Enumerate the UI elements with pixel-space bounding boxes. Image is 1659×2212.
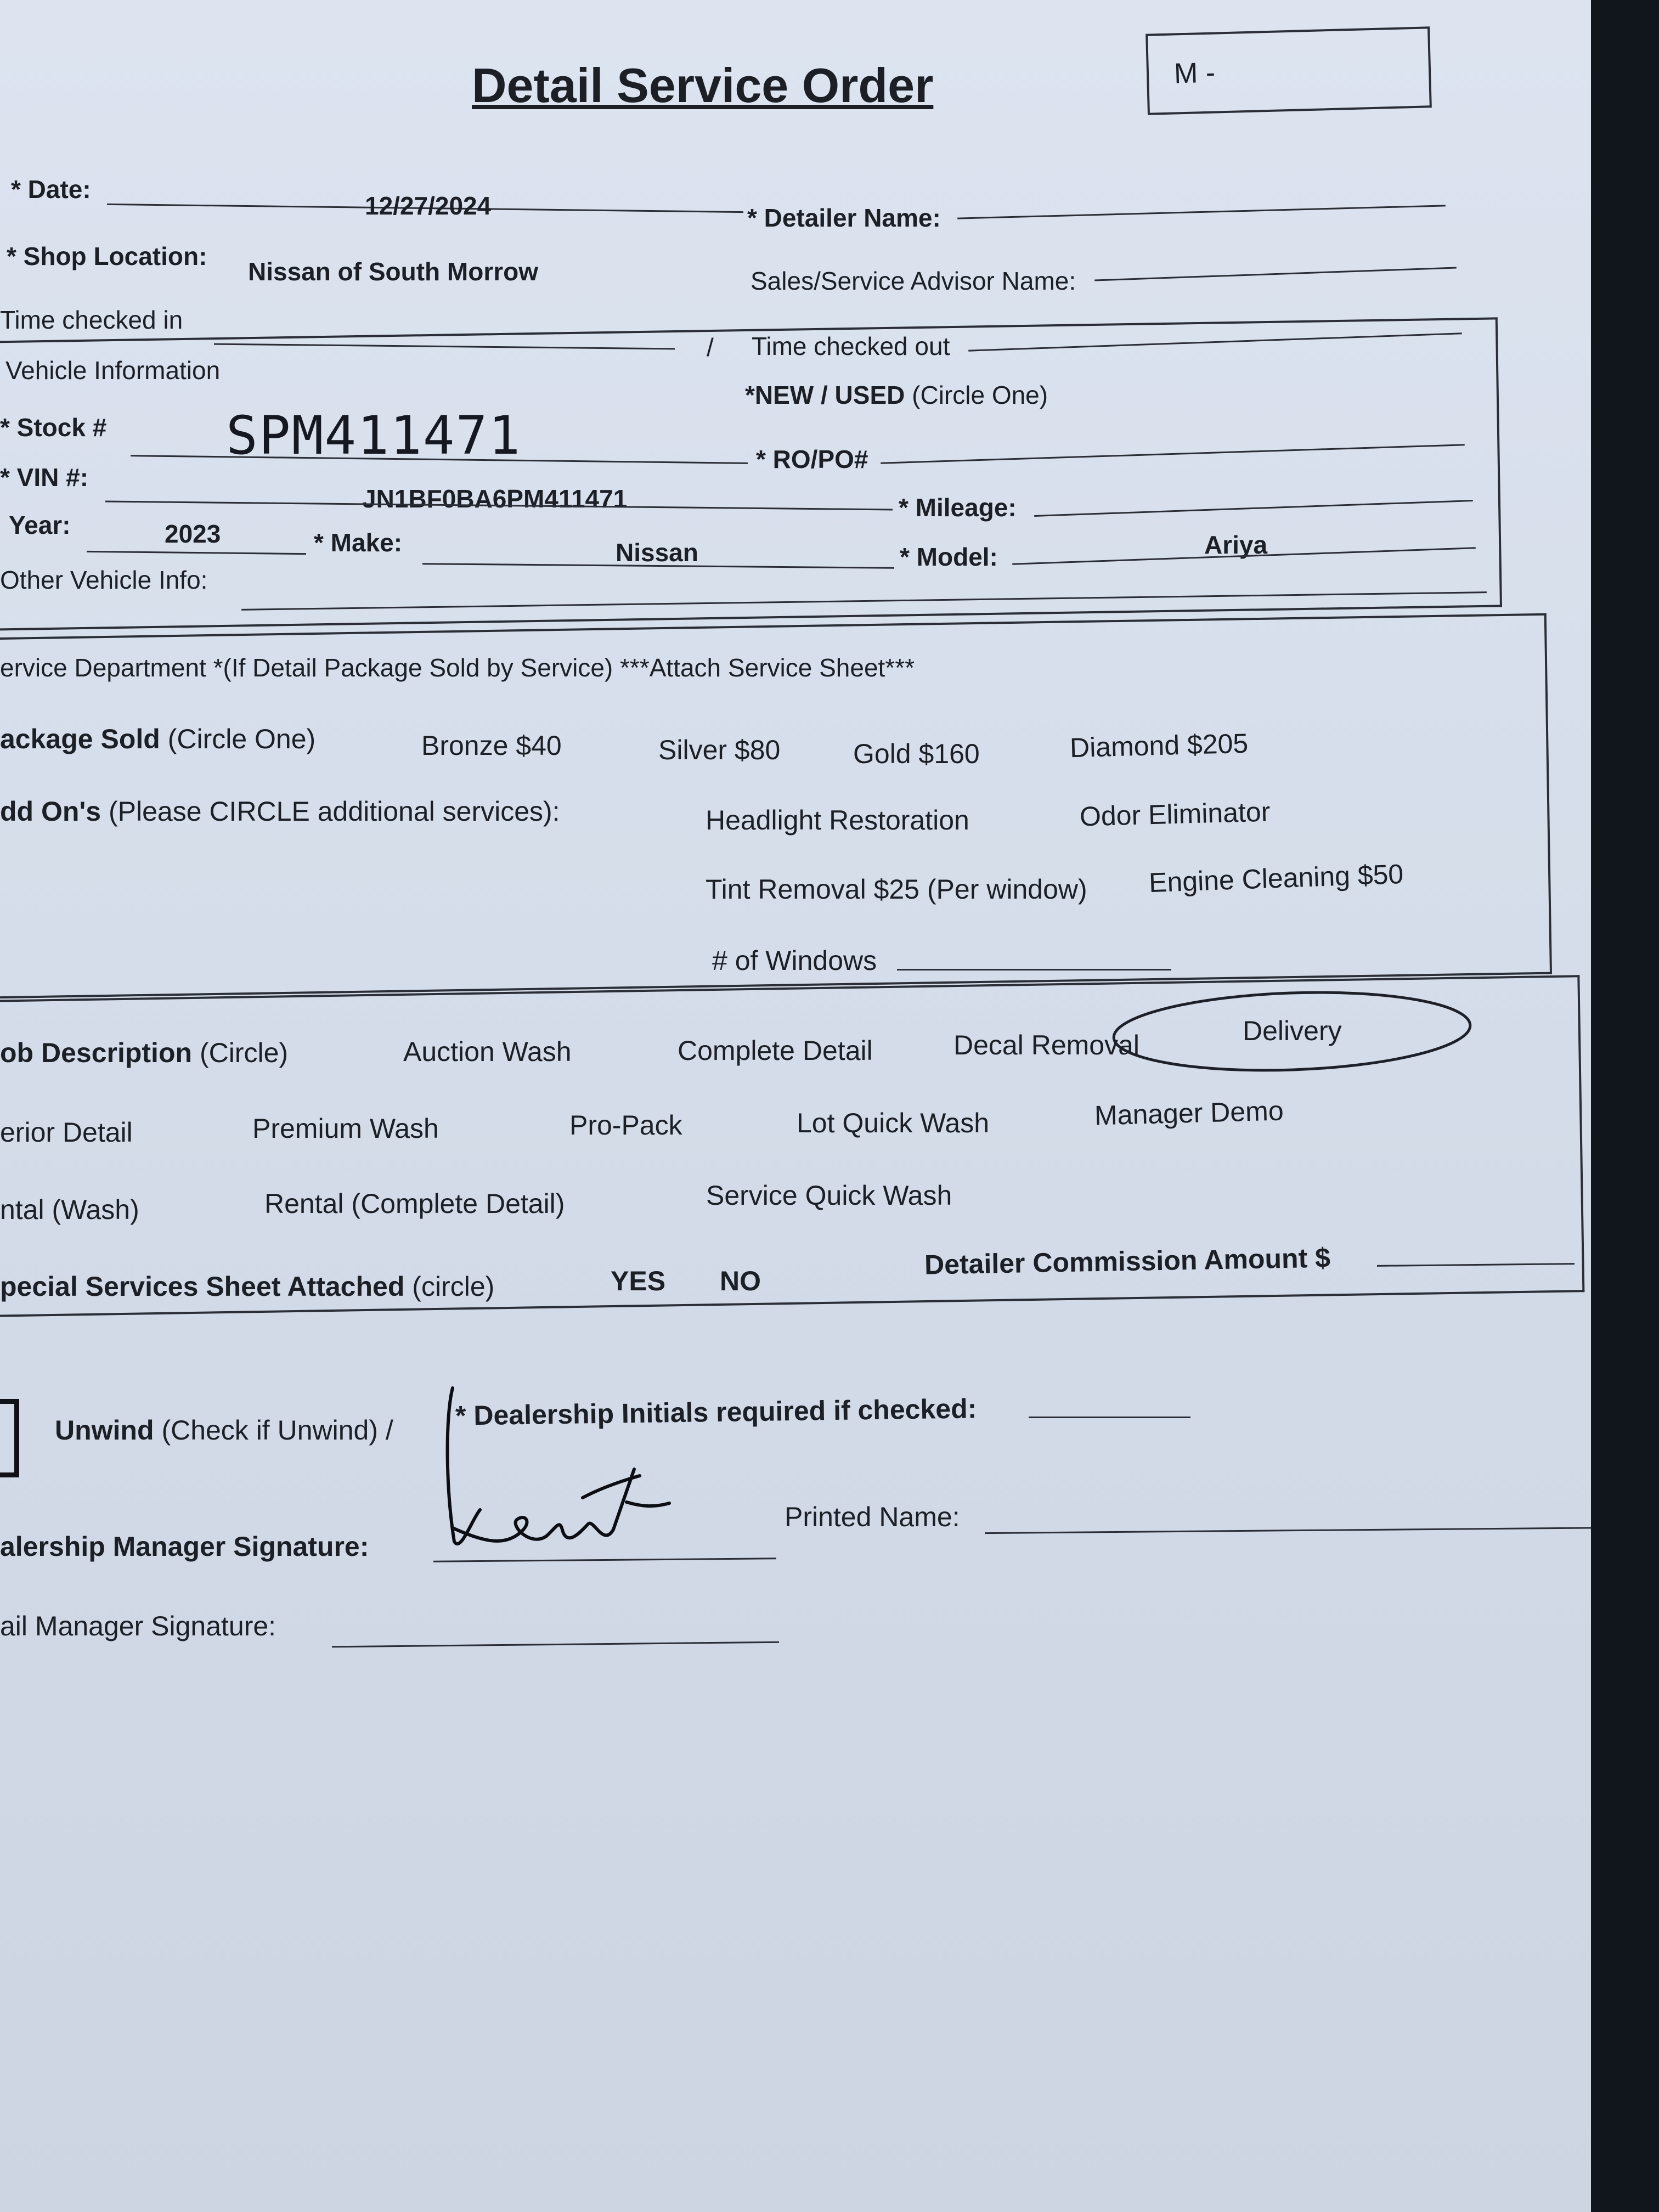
windows-label: # of Windows — [712, 945, 877, 976]
detail-manager-line[interactable] — [332, 1641, 779, 1648]
new-used-field[interactable] — [745, 380, 1048, 410]
detailer-name-label: * Detailer Name: — [747, 204, 941, 232]
special-services-field — [0, 1271, 494, 1302]
initials-line[interactable] — [1029, 1417, 1190, 1418]
unwind-field — [55, 1414, 393, 1446]
delivery-circle-mark — [1103, 979, 1481, 1084]
model-value[interactable]: Ariya — [1204, 531, 1268, 559]
date-value[interactable]: 12/27/2024 — [365, 191, 492, 220]
windows-line[interactable] — [897, 969, 1171, 970]
form-title: Detail Service Order — [472, 58, 934, 112]
year-value[interactable]: 2023 — [165, 520, 221, 548]
make-label: * Make: — [314, 528, 403, 557]
package-note: (Circle One) — [167, 724, 316, 754]
detail-manager-label: ail Manager Signature: — [0, 1611, 276, 1641]
m-number-box[interactable] — [1146, 26, 1432, 115]
model-label: * Model: — [900, 543, 998, 571]
special-yes[interactable]: YES — [611, 1266, 666, 1296]
job-manager-demo[interactable]: Manager Demo — [1094, 1095, 1284, 1131]
special-no[interactable]: NO — [720, 1266, 761, 1296]
package-label: ackage Sold — [0, 724, 160, 754]
job-rental-wash[interactable]: ntal (Wash) — [0, 1194, 139, 1225]
detailer-name-line[interactable] — [957, 205, 1446, 219]
shop-location-label: * Shop Location: — [7, 242, 207, 270]
unwind-checkbox[interactable] — [0, 1399, 19, 1477]
addon-engine[interactable]: Engine Cleaning $50 — [1148, 858, 1404, 899]
job-label: ob Description — [0, 1037, 193, 1068]
job-lot-quick-wash[interactable]: Lot Quick Wash — [797, 1108, 990, 1138]
new-used-label: *NEW / USED — [745, 381, 905, 409]
vehicle-info-box — [0, 317, 1502, 630]
package-gold[interactable]: Gold $160 — [853, 738, 980, 769]
other-info-label: Other Vehicle Info: — [0, 566, 208, 594]
unwind-label: Unwind — [55, 1415, 154, 1446]
dealership-manager-label: alership Manager Signature: — [0, 1531, 369, 1562]
vin-value[interactable]: JN1BF0BA6PM411471 — [362, 484, 628, 513]
addon-tint[interactable]: Tint Removal $25 (Per window) — [706, 874, 1087, 905]
special-services-note: (circle) — [412, 1271, 495, 1302]
addons-field — [0, 795, 560, 827]
commission-label: Detailer Commission Amount $ — [924, 1242, 1331, 1280]
time-in-label: Time checked in — [0, 306, 183, 334]
job-pro-pack[interactable]: Pro-Pack — [569, 1110, 682, 1141]
sales-advisor-label: Sales/Service Advisor Name: — [751, 267, 1076, 295]
vehicle-section-label: Vehicle Information — [5, 356, 221, 385]
ro-po-label: * RO/PO# — [756, 445, 868, 473]
make-value[interactable]: Nissan — [616, 538, 698, 567]
unwind-note: (Check if Unwind) / — [161, 1415, 393, 1446]
sales-advisor-line[interactable] — [1094, 267, 1457, 281]
time-out-label: Time checked out — [752, 332, 950, 360]
job-decal-removal[interactable]: Decal Removal — [953, 1030, 1140, 1060]
addon-odor[interactable]: Odor Eliminator — [1079, 796, 1271, 832]
job-complete-detail[interactable]: Complete Detail — [678, 1035, 873, 1066]
job-service-quick-wash[interactable]: Service Quick Wash — [706, 1180, 952, 1211]
date-label: * Date: — [11, 175, 91, 204]
manager-signature-mark — [439, 1383, 724, 1569]
job-rental-complete[interactable]: Rental (Complete Detail) — [264, 1188, 565, 1219]
addons-note: (Please CIRCLE additional services): — [109, 796, 560, 827]
vin-label: * VIN #: — [0, 463, 89, 492]
mileage-label: * Mileage: — [899, 493, 1017, 522]
new-used-note: (Circle One) — [912, 381, 1048, 409]
printed-name-label: Printed Name: — [785, 1502, 960, 1532]
shop-location-value[interactable]: Nissan of South Morrow — [248, 257, 538, 286]
job-note: (Circle) — [199, 1037, 289, 1068]
job-interior-detail[interactable]: erior Detail — [0, 1117, 133, 1148]
time-separator: / — [707, 333, 714, 362]
job-premium-wash[interactable]: Premium Wash — [252, 1113, 439, 1144]
stock-label: * Stock # — [0, 413, 107, 442]
package-silver[interactable]: Silver $80 — [658, 735, 781, 765]
addons-label: dd On's — [0, 796, 101, 827]
job-auction-wash[interactable]: Auction Wash — [403, 1036, 572, 1067]
service-dept-heading: ervice Department *(If Detail Package Sold by Service) ***Attach Service Sheet*** — [0, 653, 915, 682]
addon-headlight[interactable]: Headlight Restoration — [706, 805, 969, 836]
package-field — [0, 723, 315, 755]
job-delivery[interactable]: Delivery — [1243, 1015, 1342, 1046]
printed-name-line[interactable] — [985, 1527, 1591, 1534]
initials-label: * Dealership Initials required if checked: — [455, 1393, 977, 1431]
year-label: Year: — [9, 511, 71, 539]
package-diamond[interactable]: Diamond $205 — [1069, 727, 1249, 764]
job-field — [0, 1037, 288, 1069]
special-services-label: pecial Services Sheet Attached — [0, 1271, 405, 1302]
m-number-label: M - — [1173, 57, 1216, 90]
stock-value[interactable]: SPM411471 — [226, 405, 522, 466]
package-bronze[interactable]: Bronze $40 — [421, 730, 562, 761]
